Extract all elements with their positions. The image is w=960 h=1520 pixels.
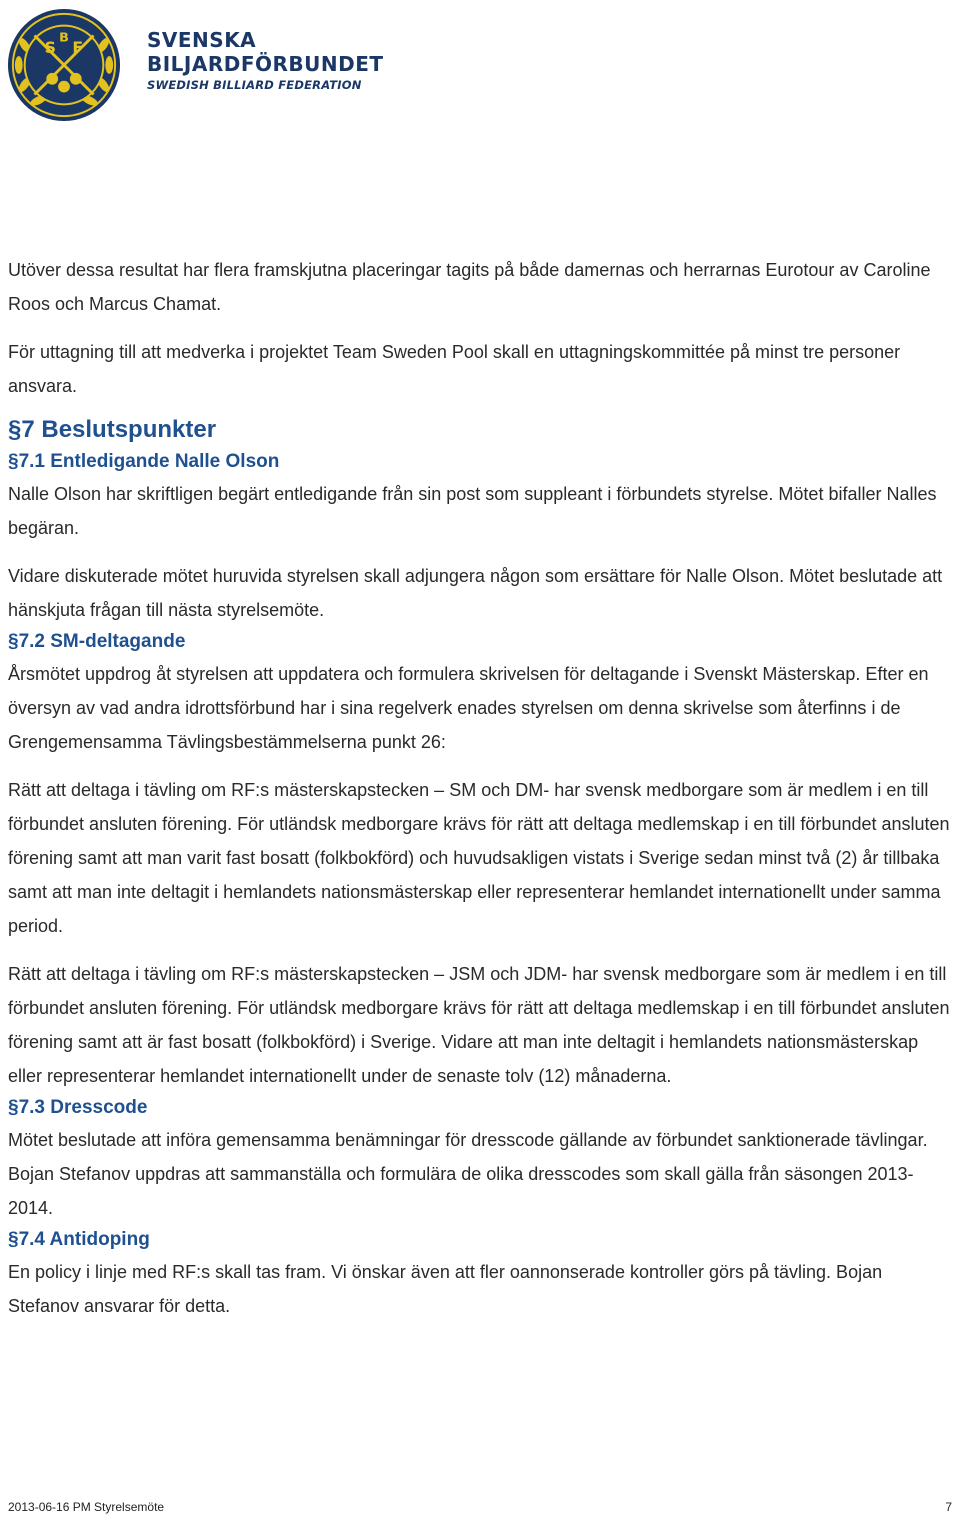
paragraph-team-sweden-pool: För uttagning till att medverka i projektet Team Sweden Pool skall en uttagningskommittée på minst tre personer ansvara. <box>8 342 901 396</box>
paragraph-7-2-jsm-rule: Rätt att deltaga i tävling om RF:s mästerskapstecken – JSM och JDM- har svensk medborgare som är medlem i en till förbundet ansluten förening. För utländsk medborgare krävs för rätt att deltaga medlemskap i en till förbundet ansluten förening samt att är fast bosatt (folkbokförd) i Sverige. Vidare att man inte deltagit i hemlandets nationsmästerskap eller representerar hemlandet internationellt under de senaste tolv (12) månaderna. <box>8 964 950 1086</box>
document-body <box>8 253 953 1323</box>
logo-initial-f: F <box>72 38 84 58</box>
heading-7-1: §7.1 Entledigande Nalle Olson <box>8 451 280 472</box>
federation-logo-text <box>147 28 384 94</box>
logo-line-biljardforbundet: BILJARDFÖRBUNDET <box>147 52 384 76</box>
footer-document-label: 2013-06-16 PM Styrelsemöte <box>8 1500 165 1514</box>
federation-logo-emblem <box>5 6 123 124</box>
paragraph-7-3-dresscode: Mötet beslutade att införa gemensamma benämningar för dresscode gällande av förbundet sanktionerade tävlingar. Bojan Stefanov uppdras att sammanställa och formulära de olika dresscodes som skall gälla från säsongen 2013-2014. <box>8 1130 928 1218</box>
heading-7-2: §7.2 SM-deltagande <box>8 631 186 652</box>
paragraph-7-1-request: Nalle Olson har skriftligen begärt entledigande från sin post som suppleant i förbundets styrelse. Mötet bifaller Nalles begäran. <box>8 484 937 538</box>
paragraph-7-2-sm-rule: Rätt att deltaga i tävling om RF:s mästerskapstecken – SM och DM- har svensk medborgare som är medlem i en till förbundet ansluten förening. För utländsk medborgare krävs för rätt att deltaga medlemskap i en till förbundet ansluten förening samt att man varit fast bosatt (folkbokförd) och huvudsakligen vistats i Sverige sedan minst två (2) år tillbaka samt att man inte deltagit i hemlandets nationsmästerskap eller representerar hemlandet internationellt under samma period. <box>8 780 950 936</box>
logo-initial-b: B <box>59 30 69 46</box>
logo-line-english: SWEDISH BILLIARD FEDERATION <box>147 78 362 92</box>
heading-7-3: §7.3 Dresscode <box>8 1097 148 1118</box>
logo-line-svenska: SVENSKA <box>147 28 257 52</box>
paragraph-7-4-antidoping: En policy i linje med RF:s skall tas fram. Vi önskar även att fler oannonserade kontroller görs på tävling. Bojan Stefanov ansvarar för detta. <box>8 1262 883 1316</box>
paragraph-7-1-discussion: Vidare diskuterade mötet huruvida styrelsen skall adjungera någon som ersättare för Nalle Olson. Mötet beslutade att hänskjuta frågan till nästa styrelsemöte. <box>8 566 943 620</box>
paragraph-7-2-intro: Årsmötet uppdrog åt styrelsen att uppdatera och formulera skrivelsen för deltagande i Svenskt Mästerskap. Efter en översyn av vad andra idrottsförbund har i sina regelverk enades styrelsen om denna skrivelse som återfinns i de Grengemensamma Tävlingsbestämmelserna punkt 26: <box>8 664 929 752</box>
paragraph-eurotour-results: Utöver dessa resultat har flera framskjutna placeringar tagits på både damernas och herrarnas Eurotour av Caroline Roos och Marcus Chamat. <box>8 260 931 314</box>
page-number: 7 <box>945 1500 952 1514</box>
heading-7-4: §7.4 Antidoping <box>8 1229 150 1250</box>
logo-initial-s: S <box>44 38 56 58</box>
heading-section-7: §7 Beslutspunkter <box>8 416 217 443</box>
